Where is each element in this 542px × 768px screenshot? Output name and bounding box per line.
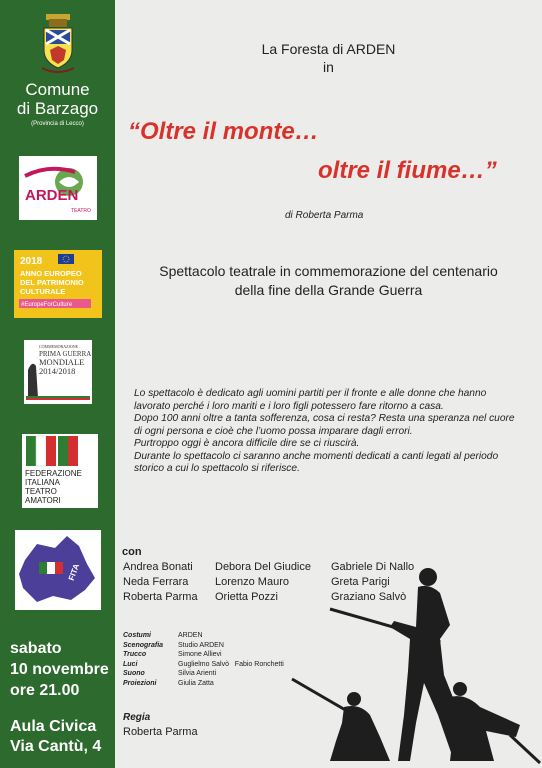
place-address: Via Cantù, 4 [10,738,102,755]
cast-member: Gabriele Di Nallo [331,561,415,573]
ww1-logo-icon [24,340,92,404]
description-paragraph: Lo spettacolo è dedicato agli uomini partiti per il fronte e alle donne che hanno lavorato perché i loro mariti e i loro figli potessero fare ritorno a casa. [134,388,487,412]
crew-row [123,641,284,651]
crew-row [123,650,284,660]
ww1-commemoration-logo [24,340,92,404]
soldiers-silhouette-icon [290,565,542,768]
fita-logo-icon [22,434,98,508]
arden-logo-subtext: TEATRO [71,208,91,214]
crew-role-value: Silvia Arienti [178,670,217,677]
subtitle-line2: della fine della Grande Guerra [234,282,423,298]
show-description [134,388,524,476]
crew-row [123,679,284,689]
crew-role-label: Luci [123,660,138,668]
ww1-line1: COMMEMORAZIONE [39,344,79,349]
fita-lombardia-logo [15,530,101,610]
event-place [10,717,101,757]
cast-member: Debora Del Giudice [215,561,311,573]
arden-logo [19,156,97,220]
fita-line1: FEDERAZIONE [25,469,82,478]
arden-logo-text: ARDEN [25,187,79,204]
cast-member: Orietta Pozzi [215,591,278,603]
ww1-line4: 2014/2018 [39,366,76,376]
crew-role-value: Studio ARDEN [178,641,224,649]
date-time: ore 21.00 [10,682,80,699]
ww1-line3: MONDIALE [39,357,85,367]
crew-role-label: Proiezioni [123,679,157,687]
euro-line3: CULTURALE [20,287,66,296]
euro-tag: #EuropeForCulture [21,302,73,308]
barzago-crest-icon [40,14,76,78]
presenter-line2: in [323,59,334,75]
director-name: Roberta Parma [123,726,198,738]
description-paragraph: Purtroppo oggi è ancora difficile dire se ci riuscirà. [134,438,360,449]
crew-row [123,660,284,670]
fita-line4: AMATORI [25,496,61,505]
euro-year: 2018 [20,256,43,267]
event-date [10,638,109,701]
fita-line3: TEATRO [25,487,57,496]
cast-column-1 [123,560,198,605]
fita-logo [22,434,98,508]
euro-line1: ANNO EUROPEO [20,269,82,278]
crew-role-value: Guglielmo Salvò Fabio Ronchetti [178,660,284,668]
date-date: 10 novembre [10,661,109,678]
sidebar [0,0,115,768]
cast-member: Lorenzo Mauro [215,576,289,588]
cast-member: Graziano Salvò [331,591,407,603]
ww1-line2: PRIMA GUERRA [39,350,92,358]
europe-culture-logo [14,250,102,318]
show-author: di Roberta Parma [285,210,364,221]
crew-row [123,631,284,641]
date-day: sabato [10,640,62,657]
cast-member: Neda Ferrara [123,576,189,588]
presenter [115,40,542,76]
comune-line1: Comune [25,80,90,99]
description-paragraph: Dopo 100 anni oltre a tanta sofferenza, cosa ci resta? Resta una speranza nel cuore di ogni persona e cioè che l’uomo possa imparare dagli errori. [134,413,515,437]
lombardia-map-icon [15,530,101,610]
show-subtitle [115,262,542,300]
comune-name [0,80,115,118]
presenter-line1: La Foresta di ARDEN [261,41,396,57]
show-title-line2: oltre il fiume…” [318,157,497,184]
europe-culture-logo-icon [14,250,102,318]
crew-role-value: Simone Allievi [178,651,222,658]
crew-role-label: Trucco [123,651,147,658]
description-paragraph: Durante lo spettacolo ci saranno anche momenti dedicati a canti legati al periodo storico a cui lo spettacolo si riferisce. [134,450,499,474]
cast-label: con [122,546,142,558]
cast-member: Andrea Bonati [123,561,193,573]
cast-member: Greta Parigi [331,576,390,588]
crew-role-label: Scenografia [123,641,164,649]
arden-logo-icon [19,156,97,220]
euro-line2: DEL PATRIMONIO [20,278,84,287]
fita-lombardia-text: FITA [66,562,82,582]
crew-roles [123,631,284,688]
director-label: Regia [123,712,151,723]
crew-role-label: Costumi [123,632,151,639]
provincia-text: (Provincia di Lecco) [31,121,84,127]
cast-member: Roberta Parma [123,591,198,603]
place-venue: Aula Civica [10,718,97,735]
crew-role-label: Suono [123,670,145,677]
fita-line2: ITALIANA [25,478,60,487]
crew-row [123,669,284,679]
comune-line2: di Barzago [16,99,99,118]
crew-role-value: ARDEN [178,632,203,639]
show-title-line1: “Oltre il monte… [128,118,319,145]
subtitle-line1: Spettacolo teatrale in commemorazione del centenario [159,263,498,279]
crew-role-value: Giulia Zatta [178,679,214,687]
